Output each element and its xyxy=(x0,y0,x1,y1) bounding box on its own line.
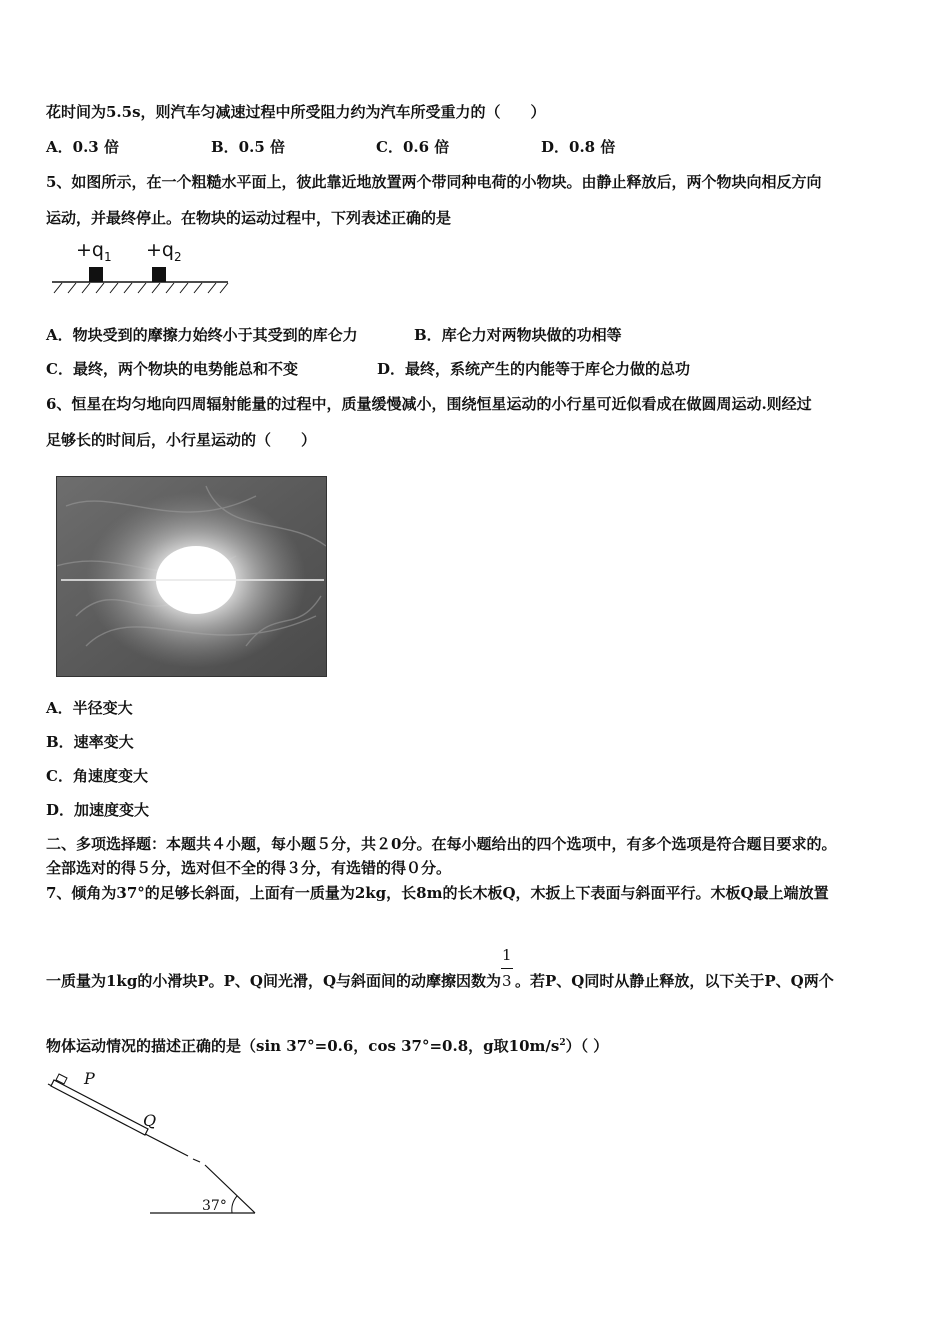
board-q xyxy=(51,1080,148,1135)
fraction-numerator: 1 xyxy=(502,946,512,964)
q6-option-c: C．角速度变大 xyxy=(46,767,148,785)
block-q2 xyxy=(152,267,166,282)
section2-heading-line2: 全部选对的得５分，选对但不全的得３分，有选错的得０分。 xyxy=(46,859,452,877)
q6-option-d: D．加速度变大 xyxy=(46,801,150,819)
section2-heading-line1: 二、多项选择题：本题共４小题，每小题５分，共２0分。在每小题给出的四个选项中，有多个选项是符合题目要求的。 xyxy=(46,835,837,853)
q6-option-b: B．速率变大 xyxy=(46,733,134,751)
fraction-bar xyxy=(501,968,513,969)
q7-stem-line1: 7、倾角为37°的足够长斜面，上面有一质量为2kg，长8m的长木板Q，木扳上下表面与斜面平行。木板Q最上端放置 xyxy=(46,884,829,902)
q4-option-a: A．0.3 倍 xyxy=(46,138,119,156)
q7-line3-pre: 物体运动情况的描述正确的是（sin 37°=0.6，cos 37°=0.8，g取10m/s xyxy=(46,1037,560,1055)
q4-option-b: B．0.5 倍 xyxy=(211,138,285,156)
ground-hatching xyxy=(54,283,228,293)
q7-line3-post: ）（ ） xyxy=(565,1037,609,1055)
incline-figure xyxy=(40,1068,270,1218)
q5-stem-line2: 运动，并最终停止。在物块的运动过程中，下列表述正确的是 xyxy=(46,209,452,227)
q6-option-a: A．半径变大 xyxy=(46,699,133,717)
q6-stem-line1: 6、恒星在均匀地向四周辐射能量的过程中，质量缓慢减小，围绕恒星运动的小行星可近似看成在做圆周运动.则经过 xyxy=(46,395,812,413)
q4-option-c: C．0.6 倍 xyxy=(376,138,450,156)
q7-line3-sup: 2 xyxy=(559,1038,566,1048)
q7-line2-pre: 一质量为1kg的小滑块P。P、Q间光滑，Q与斜面间的动摩擦因数为 xyxy=(46,972,502,990)
label-p: P xyxy=(84,1069,95,1088)
charge-q2-label: $+q_2$ xyxy=(146,239,182,264)
block-q1 xyxy=(89,267,103,282)
star-photo xyxy=(56,476,327,677)
label-q: Q xyxy=(143,1111,157,1130)
q5-option-d: D．最终，系统产生的内能等于库仑力做的总功 xyxy=(377,360,691,378)
q5-option-c: C．最终，两个物块的电势能总和不变 xyxy=(46,360,298,378)
q4-tail: 花时间为5.5s，则汽车匀减速过程中所受阻力约为汽车所受重力的（ ） xyxy=(46,103,546,121)
fraction-one-third xyxy=(501,946,515,991)
q7-line2-post: 。若P、Q同时从静止释放，以下关于P、Q两个 xyxy=(515,972,834,990)
q6-stem-line2: 足够长的时间后，小行星运动的（ ） xyxy=(46,431,317,449)
angle-arc xyxy=(232,1196,237,1213)
angle-label: 37° xyxy=(202,1198,227,1214)
charge-q1-label: $+q_1$ xyxy=(76,239,112,264)
q7-stem-line2 xyxy=(46,946,834,991)
charged-blocks-figure xyxy=(48,238,238,298)
q5-option-b: B．库仑力对两物块做的功相等 xyxy=(414,326,622,344)
q7-stem-line3 xyxy=(46,1033,608,1056)
fraction-denominator: 3 xyxy=(502,972,512,990)
q5-option-a: A．物块受到的摩擦力始终小于其受到的库仑力 xyxy=(46,326,358,344)
q5-stem-line1: 5、如图所示，在一个粗糙水平面上，彼此靠近地放置两个带同种电荷的小物块。由静止释放后，两个物块向相反方向 xyxy=(46,173,822,191)
q4-option-d: D．0.8 倍 xyxy=(541,138,616,156)
